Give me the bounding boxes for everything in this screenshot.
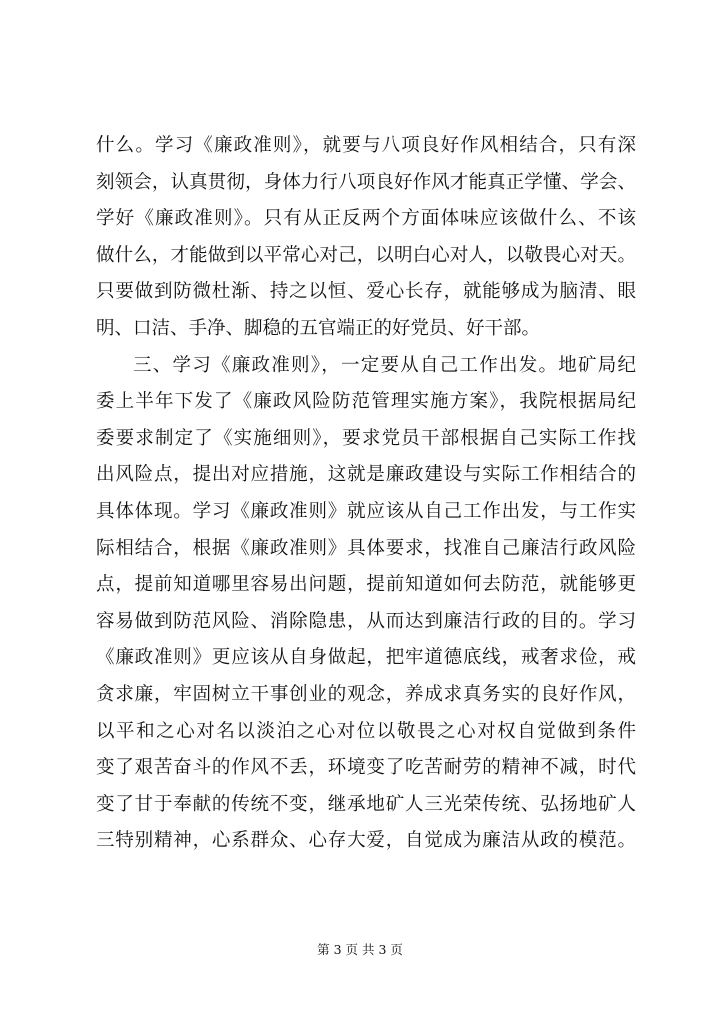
text-line: 容易做到防范风险、消除隐患，从而达到廉洁行政的目的。学习 (96, 610, 636, 632)
text-line: 什么。学习《廉政准则》，就要与八项良好作风相结合，只有深 (96, 135, 636, 156)
text-line: 学好《廉政准则》。只有从正反两个方面体味应该做什么、不该 (96, 208, 636, 230)
page-number-footer: 第 3 页 共 3 页 (317, 942, 403, 957)
text-line: 出风险点，提出对应措施，这就是廉政建设与实际工作相结合的 (96, 464, 636, 486)
text-line: 刻领会，认真贯彻，身体力行八项良好作风才能真正学懂、学会、 (96, 171, 636, 193)
text-line: 做什么，才能做到以平常心对己，以明白心对人，以敬畏心对天。 (96, 244, 636, 266)
text-line: 变了甘于奉献的传统不变，继承地矿人三光荣传统、弘扬地矿人 (96, 793, 636, 815)
text-line: 际相结合，根据《廉政准则》具体要求，找准自己廉洁行政风险 (96, 537, 636, 559)
text-line: 变了艰苦奋斗的作风不丢，环境变了吃苦耐劳的精神不减，时代 (96, 757, 636, 779)
text-line: 只要做到防微杜渐、持之以恒、爱心长存，就能够成为脑清、眼 (96, 281, 636, 303)
text-line: 委要求制定了《实施细则》，要求党员干部根据自己实际工作找 (96, 427, 636, 449)
text-line: 委上半年下发了《廉政风险防范管理实施方案》，我院根据局纪 (96, 391, 636, 413)
text-line: 具体体现。学习《廉政准则》就应该从自己工作出发，与工作实 (96, 500, 636, 522)
body-text (96, 128, 636, 860)
text-line: 点，提前知道哪里容易出问题，提前知道如何去防范，就能够更 (96, 574, 636, 596)
text-line: 以平和之心对名以淡泊之心对位以敬畏之心对权自觉做到条件 (96, 720, 636, 742)
text-line: 三特别精神，心系群众、心存大爱，自觉成为廉洁从政的模范。 (96, 830, 636, 852)
text-line: 三、学习《廉政准则》，一定要从自己工作出发。地矿局纪 (133, 354, 636, 376)
text-line: 明、口洁、手净、脚稳的五官端正的好党员、好干部。 (96, 317, 541, 339)
text-line: 贪求廉，牢固树立干事创业的观念，养成求真务实的良好作风， (96, 683, 636, 705)
text-line: 《廉政准则》更应该从自身做起，把牢道德底线，戒奢求俭，戒 (96, 647, 636, 669)
